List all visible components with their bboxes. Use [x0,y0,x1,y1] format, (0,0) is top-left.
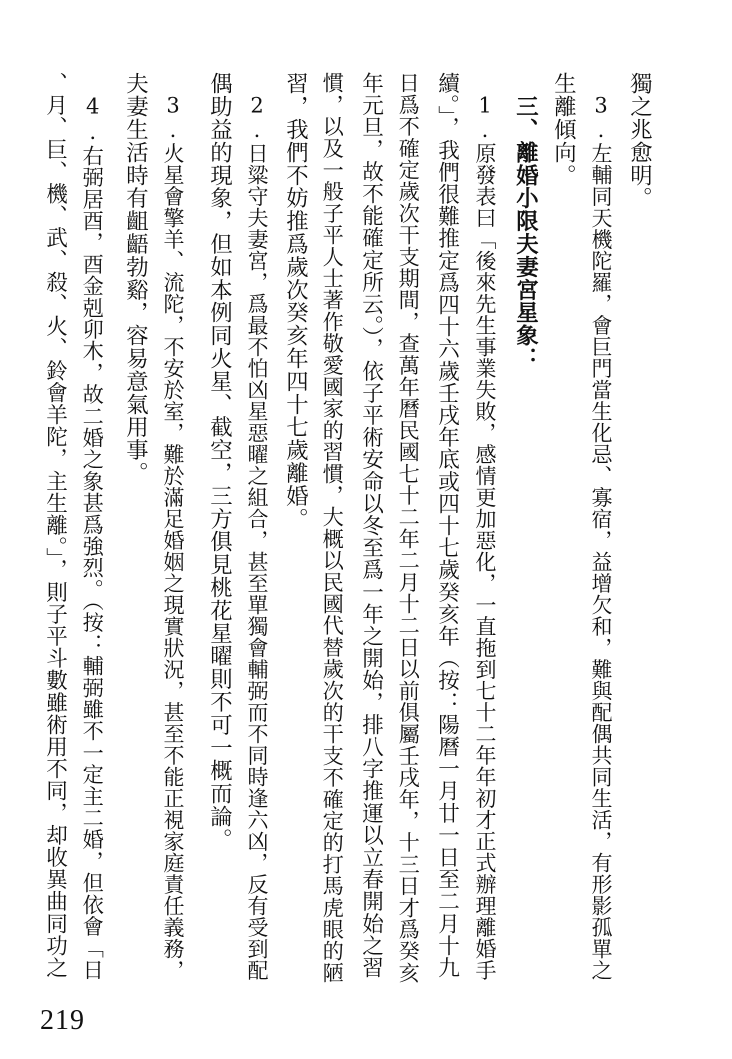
section-heading: 三、離婚小限夫妻宮星象： [512,72,539,370]
text-column: 4.右弼居酉，酉金剋卯木，故二婚之象甚爲強烈。（按：輔弼雖不一定主二婚，但依會「日 [80,72,106,981]
text-column: 、月、巨、機、武、殺、火、鈴會羊陀，主生離。」，則子平斗數雖術用不同，却收異曲同功之 [42,72,68,979]
text-column: 年元旦，故不能確定所云。），依子平術安命以冬至爲一年之開始，排八字推運以立春開始之習 [358,72,384,979]
text-column: 夫妻生活時有齟齬勃谿，容易意氣用事。 [122,72,149,485]
text-column: 獨之兆愈明。 [626,72,653,210]
text-column: 3.左輔同天機陀羅，會巨門當生化忌、寡宿，益增欠和，難與配偶共同生活，有形影孤單之 [589,72,613,981]
text-column: 日爲不確定歲次干支期間，查萬年曆民國七十二年二月十二日以前俱屬壬戌年，十三日才爲癸亥 [396,72,422,984]
text-column: 生離傾向。 [550,72,577,187]
text-column: 慣，以及一般子平人士著作敬愛國家的習慣，大概以民國代替歲次的干支不確定的打馬虎眼的陋 [320,72,346,984]
page-number: 219 [40,1005,85,1036]
text-column: 偶助益的現象，但如本例同火星、截空，三方俱見桃花星曜則不可一概而論。 [206,72,233,851]
text-column: 2.日粱守夫妻宮，爲最不怕凶星惡曜之組合，甚至單獨會輔弼而不同時逢六凶，反有受到配 [245,72,269,981]
text-column: 1.原發表曰「後來先生事業失敗，感情更加惡化，一直拖到七十二年年初才正式辦理離婚手 [473,72,497,981]
text-column: 習，我們不妨推爲歲次癸亥年四十七歲離婚。 [282,72,309,530]
text-column: 3.火星會擎羊、流陀，不安於室，難於滿足婚姻之現實狀況，甚至不能正視家庭責任義務， [161,72,185,981]
text-column: 續。」，我們很難推定爲四十六歲壬戌年底或四十七歲癸亥年（按：陽曆一月廿一日至二月十九 [434,72,460,979]
